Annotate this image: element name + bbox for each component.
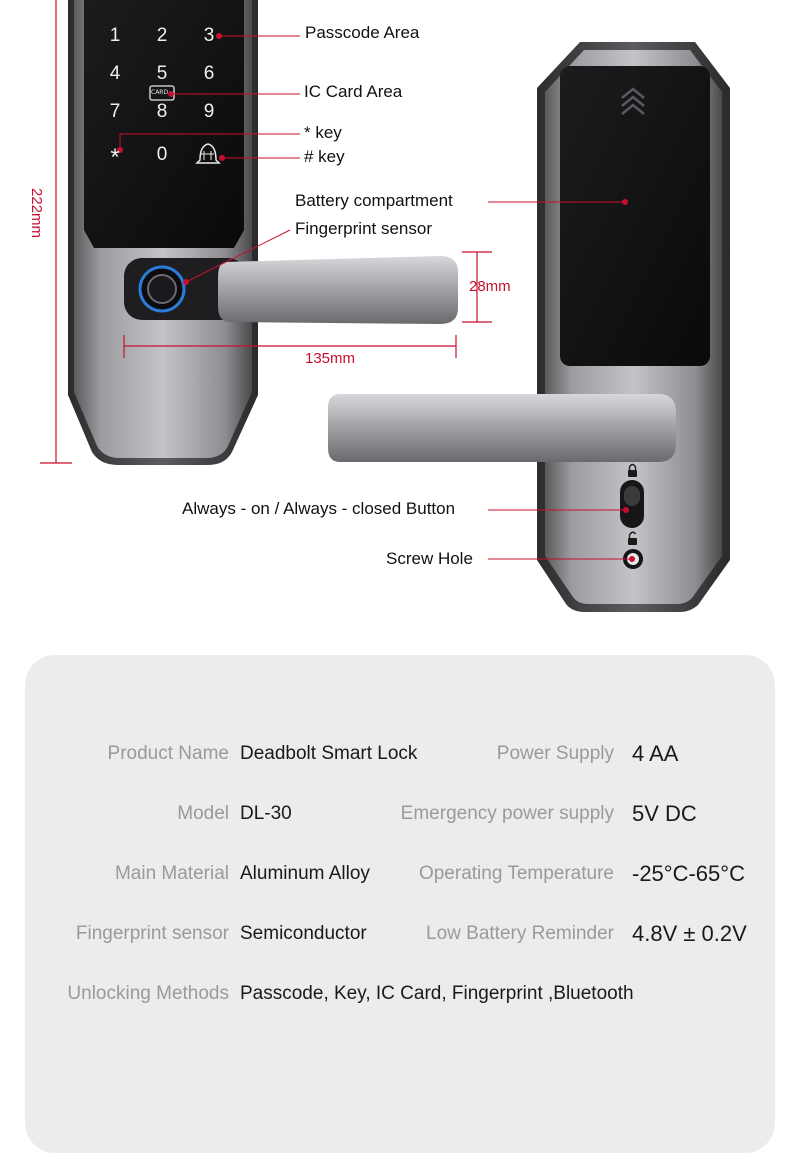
callout-always-button: Always - on / Always - closed Button xyxy=(182,499,456,518)
spec-row xyxy=(25,923,775,953)
spec-value-product-name: Deadbolt Smart Lock xyxy=(240,743,418,764)
spec-panel xyxy=(25,655,775,1153)
key-7: 7 xyxy=(109,101,121,122)
spec-value-emergency-power: 5V DC xyxy=(632,801,697,826)
key-9: 9 xyxy=(203,101,215,122)
spec-value-operating-temp: -25°C-65°C xyxy=(632,861,745,886)
lock-closed-icon xyxy=(628,470,637,477)
key-2: 2 xyxy=(156,25,168,46)
dimension-handle-thickness-label: 28mm xyxy=(469,278,511,295)
spec-label-fingerprint-sensor: Fingerprint sensor xyxy=(75,923,229,944)
lock-open-icon xyxy=(628,538,637,545)
key-1: 1 xyxy=(109,25,121,46)
spec-label-power-supply: Power Supply xyxy=(496,743,614,764)
key-star: * xyxy=(110,144,120,171)
callout-screw-hole: Screw Hole xyxy=(386,549,473,568)
spec-row xyxy=(25,863,775,893)
key-8: 8 xyxy=(156,101,168,122)
spec-value-model: DL-30 xyxy=(240,803,292,824)
callout-battery-compartment: Battery compartment xyxy=(295,191,453,210)
spec-value-low-battery: 4.8V ± 0.2V xyxy=(632,921,747,946)
callout-hash-key: # key xyxy=(304,147,345,166)
key-5: 5 xyxy=(156,63,168,84)
spec-value-unlocking-methods: Passcode, Key, IC Card, Fingerprint ,Bluetooth xyxy=(240,983,634,1004)
spec-label-low-battery: Low Battery Reminder xyxy=(426,923,614,944)
spec-label-emergency-power: Emergency power supply xyxy=(400,803,614,824)
spec-label-unlocking-methods: Unlocking Methods xyxy=(67,983,229,1004)
dimension-handle-length-label: 135mm xyxy=(305,350,356,367)
back-handle xyxy=(328,394,676,462)
spec-label-operating-temp: Operating Temperature xyxy=(418,863,614,884)
spec-value-power-supply: 4 AA xyxy=(632,741,679,766)
spec-row xyxy=(25,803,775,833)
callout-ic-card-area: IC Card Area xyxy=(304,82,403,101)
key-3: 3 xyxy=(203,25,215,46)
spec-value-main-material: Aluminum Alloy xyxy=(240,863,370,884)
battery-cover xyxy=(560,66,710,366)
callout-star-key: * key xyxy=(304,123,342,142)
spec-label-main-material: Main Material xyxy=(114,863,229,884)
spec-row xyxy=(25,983,775,1013)
callout-fingerprint-sensor: Fingerprint sensor xyxy=(295,219,433,238)
dimension-height-label: 222mm xyxy=(28,188,45,239)
front-handle xyxy=(218,256,458,324)
spec-row xyxy=(25,743,775,773)
key-6: 6 xyxy=(203,63,215,84)
card-label: CARD xyxy=(151,89,169,96)
key-0: 0 xyxy=(156,144,168,165)
spec-label-model: Model xyxy=(177,803,229,824)
back-lock xyxy=(328,42,730,612)
callout-passcode-area: Passcode Area xyxy=(305,23,420,42)
spec-value-fingerprint-sensor: Semiconductor xyxy=(240,923,367,944)
spec-label-product-name: Product Name xyxy=(107,743,229,764)
key-4: 4 xyxy=(109,63,121,84)
